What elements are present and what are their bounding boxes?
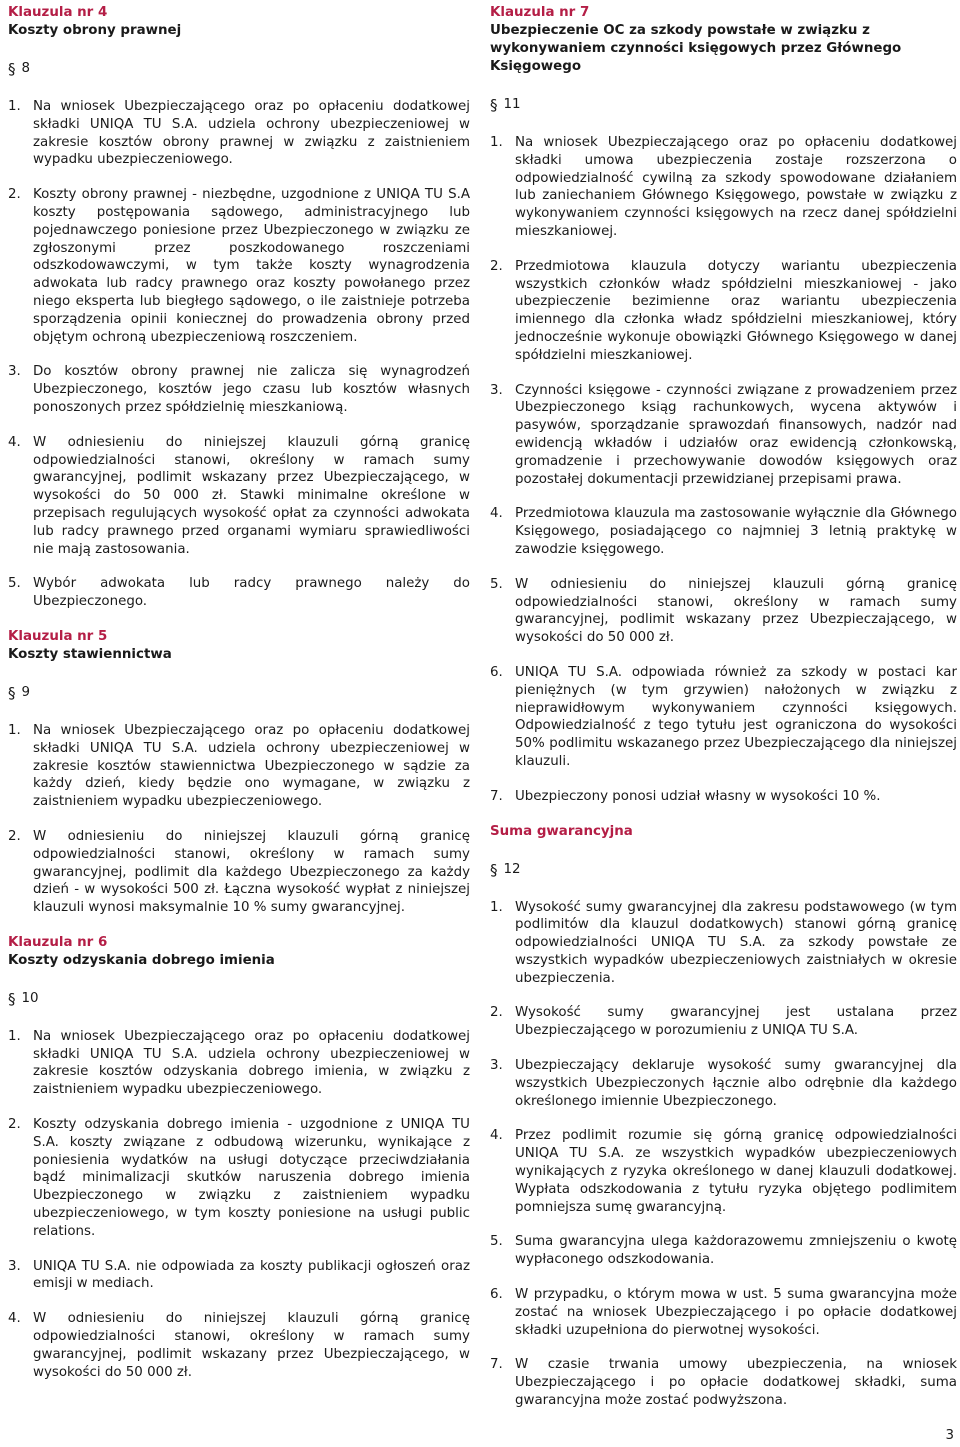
clause-subtitle: Ubezpieczenie OC za szkody powstałe w związku z wykonywaniem czynności księgowych przez Głównego Księgowego — [490, 23, 902, 74]
right-column — [490, 4, 957, 1427]
paragraph-number-value: 11 — [503, 97, 521, 112]
item-number: 3. — [490, 1058, 503, 1074]
list-item — [8, 434, 470, 559]
paragraph-symbol: § — [8, 683, 16, 702]
paragraph-number-value: 12 — [503, 861, 521, 877]
item-text: Ubezpieczający deklaruje wysokość sumy gwarancyjnej dla wszystkich Ubezpieczonych łącznie albo odrębnie dla każdego określonego imiennie Ubezpieczonego. — [515, 1058, 957, 1109]
item-number: 2. — [8, 187, 21, 203]
list-item — [8, 722, 470, 811]
clause-items — [490, 899, 957, 1410]
item-number: 5. — [8, 576, 21, 592]
page-number: 3 — [945, 1428, 954, 1443]
clause-title: Klauzula nr 4 — [8, 5, 108, 20]
paragraph-number-value: 8 — [21, 61, 31, 76]
item-text: Przez podlimit rozumie się górną granicę odpowiedzialności UNIQA TU S.A. ze wszystkich wypadków ubezpieczeniowych wynikających z ryzyka określonego w danej klauzuli dodatkowej. Wypłata odszkodowania z tytułu ryzyka objętego podlimitem pomniejsza sumę gwarancyjną. — [515, 1128, 957, 1215]
paragraph-number — [8, 60, 470, 78]
list-item — [8, 828, 470, 917]
list-item — [490, 382, 957, 489]
item-number: 5. — [490, 576, 503, 592]
item-text: UNIQA TU S.A. nie odpowiada za koszty publikacji ogłoszeń oraz emisji w mediach. — [33, 1258, 470, 1292]
item-number: 5. — [490, 1234, 503, 1250]
item-text: Wybór adwokata lub radcy prawnego należy do Ubezpieczonego. — [33, 576, 470, 610]
item-number: 4. — [490, 506, 503, 522]
left-column — [8, 4, 470, 1398]
list-item — [8, 1258, 470, 1294]
paragraph-symbol: § — [8, 989, 16, 1008]
list-item — [490, 258, 957, 365]
clause-title: Klauzula nr 6 — [8, 934, 108, 950]
item-number: 2. — [490, 1005, 503, 1021]
item-number: 1. — [8, 1028, 21, 1044]
list-item — [8, 1028, 470, 1099]
list-item — [490, 664, 957, 771]
list-item — [8, 363, 470, 416]
item-text: Na wniosek Ubezpieczającego oraz po opłaceniu dodatkowej składki umowa ubezpieczenia zostaje rozszerzona o odpowiedzialność cywilną za szkody spowodowane działaniem lub zaniechaniem Głównego Księgowego, powstałe w związku z wykonywaniem czynności księgowych na rzecz danej spółdzielni mieszkaniowej. — [515, 135, 957, 239]
item-text: Na wniosek Ubezpieczającego oraz po opłaceniu dodatkowej składki UNIQA TU S.A. udziela ochrony ubezpieczeniowej w zakresie kosztów stawiennictwa Ubezpieczonego w sądzie za każdy dzień, kiedy będzie ono wymagane, w związku z zaistnieniem wypadku ubezpieczeniowego. — [33, 722, 470, 810]
item-number: 4. — [490, 1128, 503, 1144]
item-text: W odniesieniu do niniejszej klauzuli górną granicę odpowiedzialności stanowi, określony w ramach sumy gwarancyjnej, podlimit wskazany przez Ubezpieczającego, w wysokości do 50 000 zł. — [33, 1311, 470, 1380]
item-text: W odniesieniu do niniejszej klauzuli górną granicę odpowiedzialności stanowi, określony w ramach sumy gwarancyjnej, podlimit wskazany przez Ubezpieczającego, w wysokości do 50 000 zł. — [515, 576, 957, 646]
clause-subtitle: Koszty odzyskania dobrego imienia — [8, 952, 275, 968]
clause-section — [8, 4, 470, 611]
paragraph-number-value: 9 — [21, 684, 31, 700]
item-number: 3. — [8, 1258, 21, 1274]
list-item — [8, 98, 470, 169]
paragraph-number — [8, 990, 470, 1008]
item-number: 4. — [8, 434, 21, 450]
clause-subtitle: Koszty obrony prawnej — [8, 23, 182, 38]
list-item — [8, 575, 470, 611]
list-item — [490, 788, 957, 806]
clause-items — [8, 98, 470, 611]
clause-items — [490, 134, 957, 806]
item-number: 2. — [490, 258, 503, 274]
item-text: Koszty obrony prawnej - niezbędne, uzgodnione z UNIQA TU S.A koszty postępowania sądowego, administracyjnego lub pojednawczego poniesione przez Ubezpieczonego w związku ze zgłoszonymi przez poszkodowanego roszczeniami odszkodowawczymi, w tym także koszty wynagrodzenia adwokata lub radcy prawnego oraz koszty powołanego przez niego eksperta lub biegłego sądowego, o ile zaistnieje potrzeba sporządzenia opinii koniecznej do prowadzenia obrony przed objętym ochroną ubezpieczeniową roszczeniem. — [33, 187, 470, 345]
paragraph-number-value: 10 — [21, 990, 39, 1006]
item-text: Do kosztów obrony prawnej nie zalicza się wynagrodzeń Ubezpieczonego, kosztów jego czasu lub kosztów własnych ponoszonych przez spółdzielnię mieszkaniową. — [33, 364, 470, 415]
paragraph-symbol: § — [490, 96, 498, 114]
list-item — [490, 1004, 957, 1040]
paragraph-symbol: § — [490, 860, 498, 879]
list-item — [490, 1127, 957, 1216]
list-item — [490, 134, 957, 241]
item-number: 7. — [490, 1357, 503, 1373]
item-text: Przedmiotowa klauzula dotyczy wariantu ubezpieczenia wszystkich członków władz spółdzielni mieszkaniowej - jako ubezpieczenie bezimienne oraz wariantu ubezpieczenia imiennego dla członka władz spółdzielni mieszkaniowej, który jednocześnie wykonuje obowiązki Głównego Księgowego w danej spółdzielni mieszkaniowej. — [515, 258, 957, 363]
item-text: Na wniosek Ubezpieczającego oraz po opłaceniu dodatkowej składki UNIQA TU S.A. udziela ochrony ubezpieczeniowej w zakresie kosztów odzyskania dobrego imienia, w związku z zaistnieniem wypadku ubezpieczeniowego. — [33, 1028, 470, 1098]
item-number: 4. — [8, 1311, 21, 1327]
clause-title: Suma gwarancyjna — [490, 823, 633, 839]
item-text: UNIQA TU S.A. odpowiada również za szkody w postaci kar pieniężnych (w tym grzywien) nałożonych w związku z nieprawidłowym wykonywaniem czynności księgowych. Odpowiedzialność z tego tytułu jest ograniczona do wysokości 50% podlimitu wskazanego przez Ubezpieczającego dla niniejszej klauzuli. — [515, 664, 957, 769]
clause-section — [8, 628, 470, 917]
clause-section — [490, 823, 957, 1410]
clause-section — [8, 934, 470, 1382]
paragraph-number — [490, 861, 957, 879]
item-text: Na wniosek Ubezpieczającego oraz po opłaceniu dodatkowej składki UNIQA TU S.A. udziela ochrony ubezpieczeniowej w zakresie kosztów obrony prawnej w związku z zaistnieniem wypadku ubezpieczeniowego. — [33, 99, 470, 168]
clause-items — [8, 722, 470, 917]
list-item — [490, 1057, 957, 1110]
item-number: 7. — [490, 788, 503, 804]
list-item — [490, 1356, 957, 1409]
paragraph-number — [490, 96, 957, 114]
list-item — [490, 576, 957, 647]
clause-items — [8, 1028, 470, 1382]
item-number: 1. — [490, 135, 503, 150]
item-text: W przypadku, o którym mowa w ust. 5 suma gwarancyjna może zostać na wniosek Ubezpieczającego i po opłacie dodatkowej składki uzupełniona do pierwotnej wysokości. — [515, 1287, 957, 1338]
clause-section — [490, 4, 957, 806]
item-text: W odniesieniu do niniejszej klauzuli górną granicę odpowiedzialności stanowi, określony w ramach sumy gwarancyjnej, podlimit wskazany przez Ubezpieczającego, w wysokości do 50 000 zł. Stawki minimalne określone w przepisach regulujących wysokość opłat za czynności adwokata lub radcy prawnego przed organami wymiaru sprawiedliwości nie mają zastosowania. — [33, 434, 470, 557]
item-text: W odniesieniu do niniejszej klauzuli górną granicę odpowiedzialności stanowi, określony w ramach sumy gwarancyjnej, podlimit dla każdego Ubezpieczonego za każdy dzień - w wysokości 500 zł. Łączna wysokość wypłat z niniejszej klauzuli wynosi maksymalnie 10 % sumy gwarancyjnej. — [33, 828, 470, 916]
list-item — [490, 899, 957, 988]
item-number: 3. — [490, 382, 503, 398]
clause-subtitle: Koszty stawiennictwa — [8, 646, 172, 662]
item-text: Ubezpieczony ponosi udział własny w wysokości 10 %. — [515, 788, 881, 804]
paragraph-number — [8, 684, 470, 702]
list-item — [490, 1286, 957, 1339]
list-item — [490, 505, 957, 558]
item-number: 1. — [490, 899, 503, 915]
clause-title: Klauzula nr 5 — [8, 628, 108, 644]
item-number: 3. — [8, 364, 21, 380]
item-number: 2. — [8, 828, 21, 844]
item-number: 2. — [8, 1117, 21, 1133]
item-text: Wysokość sumy gwarancyjnej dla zakresu podstawowego (w tym podlimitów dla klauzul dodatkowych) stanowi górną granicę odpowiedzialności UNIQA TU S.A. za szkody powstałe ze wszystkich wypadków ubezpieczeniowych zaistniałych w okresie ubezpieczenia. — [515, 899, 957, 986]
clause-title: Klauzula nr 7 — [490, 5, 590, 20]
item-text: Koszty odzyskania dobrego imienia - uzgodnione z UNIQA TU S.A. koszty związane z odbudową wizerunku, wynikające z poniesienia wydatków na usługi dotyczące przeciwdziałania bądź minimalizacji skutków naruszenia dobrego imienia Ubezpieczonego w związku z zaistnieniem wypadku ubezpieczeniowego, w tym koszty poniesione na usługi public relations. — [33, 1117, 470, 1239]
list-item — [490, 1233, 957, 1269]
item-number: 1. — [8, 722, 21, 738]
item-text: Przedmiotowa klauzula ma zastosowanie wyłącznie dla Głównego Księgowego, posiadającego co najmniej 3 letnią praktykę w zawodzie księgowego. — [515, 506, 957, 557]
item-text: Wysokość sumy gwarancyjnej jest ustalana przez Ubezpieczającego w porozumieniu z UNIQA TU S.A. — [515, 1005, 957, 1039]
list-item — [8, 186, 470, 346]
item-number: 6. — [490, 664, 503, 680]
item-number: 6. — [490, 1287, 503, 1303]
list-item — [8, 1310, 470, 1381]
item-text: Suma gwarancyjna ulega każdorazowemu zmniejszeniu o kwotę wypłaconego odszkodowania. — [515, 1234, 957, 1268]
item-text: W czasie trwania umowy ubezpieczenia, na wniosek Ubezpieczającego i po opłacie dodatkowej składki, suma gwarancyjna może zostać podwyższona. — [515, 1357, 957, 1409]
item-text: Czynności księgowe - czynności związane z prowadzeniem przez Ubezpieczonego ksiąg rachunkowych, wycena aktywów i pasywów, sporządzanie sprawozdań finansowych, nadzór nad ewidencją wkładów i udziałów oraz ewidencją członkowską, gromadzenie i przechowywanie dowodów księgowych oraz pozostałej dokumentacji przewidzianej przepisami prawa. — [515, 382, 957, 487]
item-number: 1. — [8, 99, 21, 114]
list-item — [8, 1116, 470, 1241]
paragraph-symbol: § — [8, 60, 16, 78]
